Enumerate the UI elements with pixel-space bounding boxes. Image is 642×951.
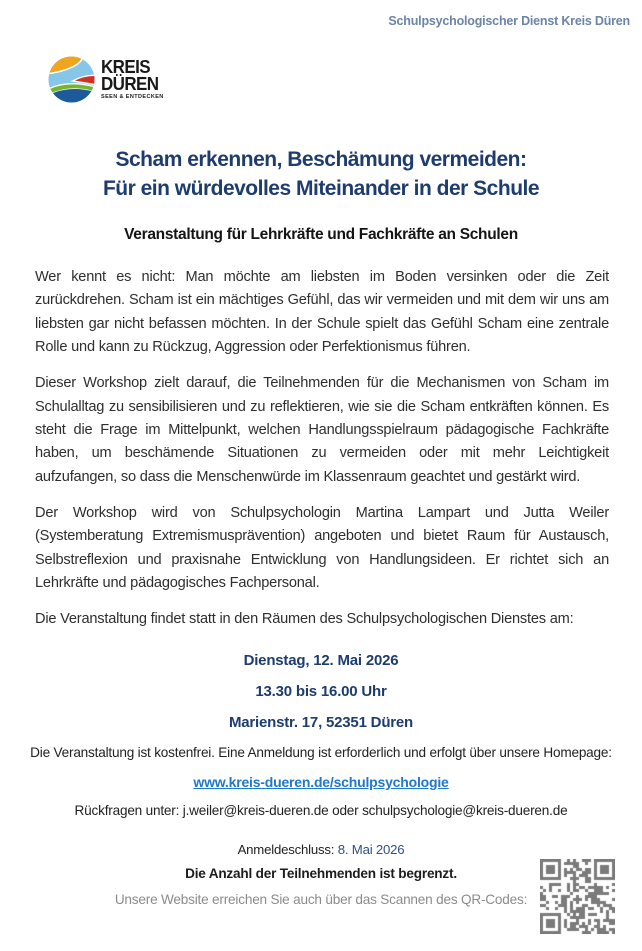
paragraph-intro: Wer kennt es nicht: Man möchte am liebsten im Boden versinken oder die Zeit zurückdrehen. Scham ist ein mächtiges Gefühl, das wir vermeiden und mit dem wir uns am liebsten gar nicht befassen möchten. In der Schule spielt das Gefühl Scham eine zentrale Rolle und kann zu Rückzug, Aggression oder Perfektionismus führen. (35, 269, 609, 356)
limit-note: Die Anzahl der Teilnehmenden ist begrenzt. (185, 866, 457, 882)
logo-word-kreis: KREIS (101, 57, 150, 78)
page-subtitle: Veranstaltung für Lehrkräfte und Fachkräfte an Schulen (124, 226, 518, 243)
contact-info: Rückfragen unter: j.weiler@kreis-dueren.de oder schulpsychologie@kreis-dueren.de (74, 803, 568, 819)
logo-word-dueren: DÜREN (101, 74, 159, 95)
qr-note: Unsere Website erreichen Sie auch über das Scannen des QR-Codes: (114, 892, 528, 908)
body-copy (35, 266, 609, 645)
paragraph-location-lead: Die Veranstaltung findet statt in den Räumen des Schulpsychologischen Dienstes am: (35, 611, 574, 628)
deadline-line (0, 842, 642, 857)
deadline-label: Anmeldeschluss: (237, 842, 338, 858)
registration-info: Die Veranstaltung ist kostenfrei. Eine Anmeldung ist erforderlich und erfolgt über unsere Homepage: (30, 745, 612, 760)
page-title (0, 146, 642, 204)
paragraph-workshop-goal: Dieser Workshop zielt darauf, die Teilnehmenden für die Mechanismen von Scham im Schulalltag zu sensibilisieren und zu reflektieren, wie sie die Scham entkräften können. Es steht die Frage im Mittelpunkt, welchen Handlungsspielraum pädagogische Fachkräfte haben, um beschämende Situationen zu vermeiden oder mit mehr Leichtigkeit aufzufangen, so dass die Menschenwürde im Klassenraum geachtet und gestärkt wird. (35, 375, 609, 485)
paragraph-presenters: Der Workshop wird von Schulpsychologin Martina Lampart und Jutta Weiler (Systemberatung Extremismusprävention) angeboten und bietet Raum für Austausch, Selbstreflexion und praxisnahe Entwicklung von Handlungsideen. Er richtet sich an Lehrkräfte und pädagogisches Fachpersonal. (35, 505, 609, 592)
event-time: 13.30 bis 16.00 Uhr (255, 682, 387, 700)
qr-code (540, 859, 615, 934)
event-details (0, 646, 642, 738)
logo-wordmark (101, 58, 164, 101)
org-header: Schulpsychologischer Dienst Kreis Düren (388, 14, 630, 28)
event-date: Dienstag, 12. Mai 2026 (243, 652, 399, 669)
kreis-dueren-logo (48, 56, 164, 103)
logo-tagline: SEEN & ENTDECKEN (101, 94, 164, 101)
page-title-line1: Scham erkennen, Beschämung vermeiden: (115, 148, 527, 171)
deadline-date: 8. Mai 2026 (337, 842, 405, 858)
kreis-dueren-logo-icon (48, 56, 95, 103)
event-address: Marienstr. 17, 52351 Düren (228, 713, 414, 731)
page-title-line2: Für ein würdevolles Miteinander in der Schule (102, 176, 540, 200)
homepage-link[interactable]: www.kreis-dueren.de/schulpsychologie (193, 773, 449, 790)
